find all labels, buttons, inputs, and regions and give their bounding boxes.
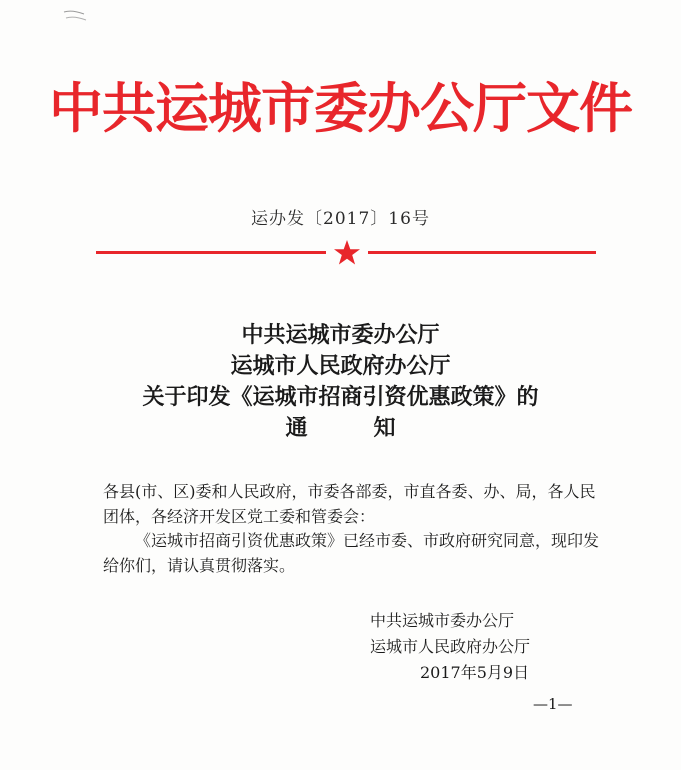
headline-subject: 关于印发《运城市招商引资优惠政策》的	[142, 384, 539, 410]
content-paragraph: 《运城市招商引资优惠政策》已经市委、市政府研究同意，现印发给你们，请认真贯彻落实。	[103, 531, 600, 575]
document-number: 运办发〔2017〕16号	[251, 209, 430, 229]
signature-org-2: 运城市人民政府办公厅	[370, 637, 531, 656]
headline-issuer-1: 中共运城市委办公厅	[241, 322, 440, 348]
headline-notice-word: 通知	[285, 415, 462, 441]
signature-org-1: 中共运城市委办公厅	[370, 611, 515, 630]
red-separator	[96, 238, 596, 268]
addressee-paragraph: 各县(市、区)委和人民政府，市委各部委，市直各委、办、局，各人民团体，各经济开发区党工委和管委会：	[103, 482, 596, 526]
separator-line-left	[96, 251, 326, 254]
star-shape	[334, 240, 360, 265]
signature-date: 2017年5月9日	[420, 663, 530, 682]
page-number: —1—	[533, 695, 573, 713]
separator-line-right	[368, 251, 596, 254]
star-icon	[333, 239, 361, 267]
notice-headline	[0, 320, 681, 444]
document-red-header-title: 中共运城市委办公厅文件	[49, 77, 632, 140]
headline-issuer-2: 运城市人民政府办公厅	[230, 353, 451, 379]
scan-mark-icon	[62, 8, 88, 26]
notice-body	[103, 480, 603, 578]
signature-block	[370, 608, 630, 686]
